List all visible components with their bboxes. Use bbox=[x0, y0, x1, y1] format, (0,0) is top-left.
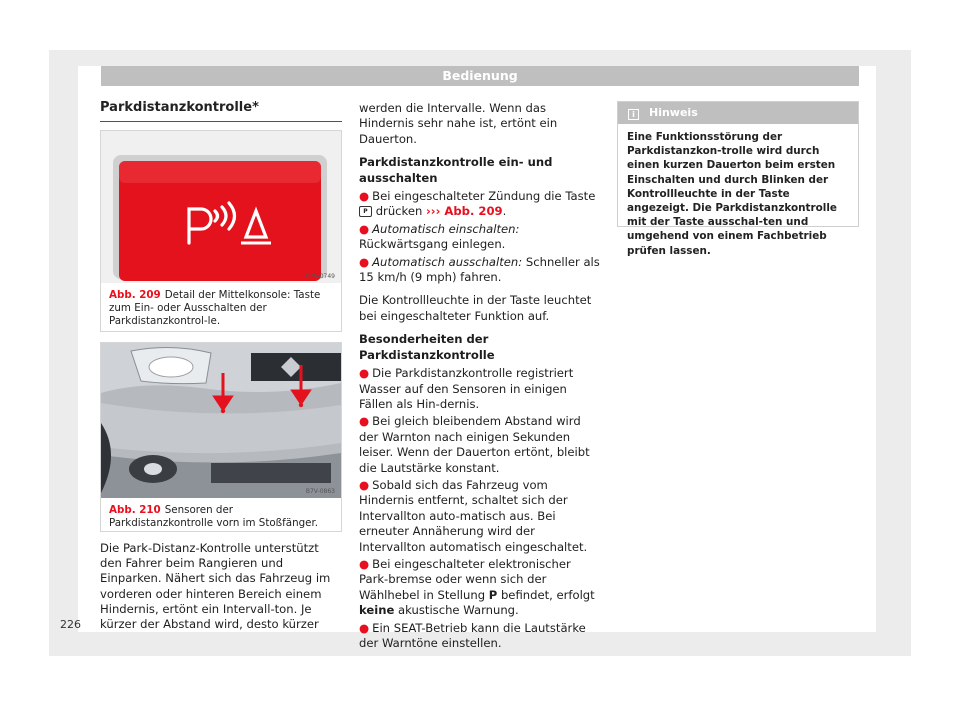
figure-210 bbox=[100, 342, 342, 532]
paragraph: Die Kontrollleuchte in der Taste leuchtet bei eingeschalteter Funktion auf. bbox=[359, 293, 592, 323]
note-header bbox=[618, 102, 858, 124]
bullet-icon: ● bbox=[359, 221, 370, 236]
caption-text: Detail der Mittelkonsole: Taste zum Ein- oder Ausschalten der Parkdistanzkontrol-le. bbox=[109, 289, 321, 327]
main-text-column bbox=[359, 101, 601, 653]
running-header: Bedienung bbox=[101, 66, 859, 86]
front-bumper-illustration bbox=[101, 343, 341, 498]
list-item: ● Die Parkdistanzkontrolle registriert Wasser auf den Sensoren in einigen Fällen als Hin-dernis. bbox=[359, 366, 574, 411]
bullet-icon: ● bbox=[359, 254, 370, 269]
bullet-icon: ● bbox=[359, 366, 370, 381]
figure-reference-link[interactable]: ››› Abb. 209 bbox=[426, 204, 503, 219]
list-item: ● Bei eingeschalteter elektronischer Park-bremse oder wenn sich der Wählhebel in Stellung P befindet, erfolgt keine akustische Warnung. bbox=[359, 556, 595, 618]
park-key-icon: P bbox=[359, 206, 372, 217]
note-body: Eine Funktionsstörung der Parkdistanzkon-trolle wird durch einen kurzen Dauerton beim ersten Einschalten und durch Blinken der Kontrollleuchte in der Taste angezeigt. Die Parkdistanzkontrolle mit der Taste ausschal-ten und umgehend von einem Fachbetrieb prüfen lassen. bbox=[627, 131, 837, 257]
paragraph: werden die Intervalle. Wenn das Hindernis sehr nahe ist, ertönt ein Dauerton. bbox=[359, 101, 558, 146]
list-item: ● Ein SEAT-Betrieb kann die Lautstärke der Warntöne einstellen. bbox=[359, 620, 586, 650]
subheading: Parkdistanzkontrolle ein- und ausschalten bbox=[359, 155, 553, 185]
bullet-icon: ● bbox=[359, 189, 370, 204]
figure-caption bbox=[101, 498, 341, 530]
intro-paragraph: Die Park-Distanz-Kontrolle unterstützt den Fahrer beim Rangieren und Einparken. Nähert sich das Fahrzeug im vorderen oder hinteren Bereich einem Hindernis, ertönt ein Intervall-ton. Je kürzer der Abstand wird, desto kürzer bbox=[100, 541, 331, 632]
page-number: 226 bbox=[60, 618, 81, 631]
figure-209 bbox=[100, 130, 342, 332]
caption-text: Sensoren der Parkdistanzkontrolle vorn im Stoßfänger. bbox=[109, 504, 319, 529]
figure-code: B7V-0749 bbox=[305, 273, 335, 280]
list-item: ● Automatisch einschalten: Rückwärtsgang einlegen. bbox=[359, 221, 520, 252]
figure-code: B7V-0863 bbox=[305, 488, 335, 495]
bullet-icon: ● bbox=[359, 556, 370, 571]
figure-209-image bbox=[101, 131, 341, 283]
bullet-icon: ● bbox=[359, 477, 370, 492]
note-title: Hinweis bbox=[649, 106, 698, 119]
list-item: ● Bei gleich bleibendem Abstand wird der Warnton nach einigen Sekunden leiser. Wenn der Dauerton ertönt, bleibt die Lautstärke konstant. bbox=[359, 414, 590, 475]
figure-number: Abb. 209 bbox=[109, 289, 161, 301]
figure-210-image bbox=[101, 343, 341, 498]
bullet-icon: ● bbox=[359, 414, 370, 429]
info-icon: i bbox=[628, 109, 639, 120]
figure-caption bbox=[101, 283, 341, 328]
list-item: ● Bei eingeschalteter Zündung die Taste P drücken ››› Abb. 209. bbox=[359, 189, 596, 219]
list-item: ● Sobald sich das Fahrzeug vom Hindernis entfernt, schaltet sich der Intervallton auto-matisch aus. Bei erneuter Annäherung wird der Intervallton automatisch eingeschaltet. bbox=[359, 477, 588, 554]
section-title: Parkdistanzkontrolle* bbox=[100, 100, 342, 122]
list-item: ● Automatisch ausschalten: Schneller als 15 km/h (9 mph) fahren. bbox=[359, 254, 600, 285]
bullet-icon: ● bbox=[359, 620, 370, 635]
figure-number: Abb. 210 bbox=[109, 504, 161, 516]
subheading: Besonderheiten der Parkdistanzkontrolle bbox=[359, 332, 495, 362]
note-box bbox=[617, 101, 859, 257]
park-button-illustration bbox=[101, 131, 341, 283]
